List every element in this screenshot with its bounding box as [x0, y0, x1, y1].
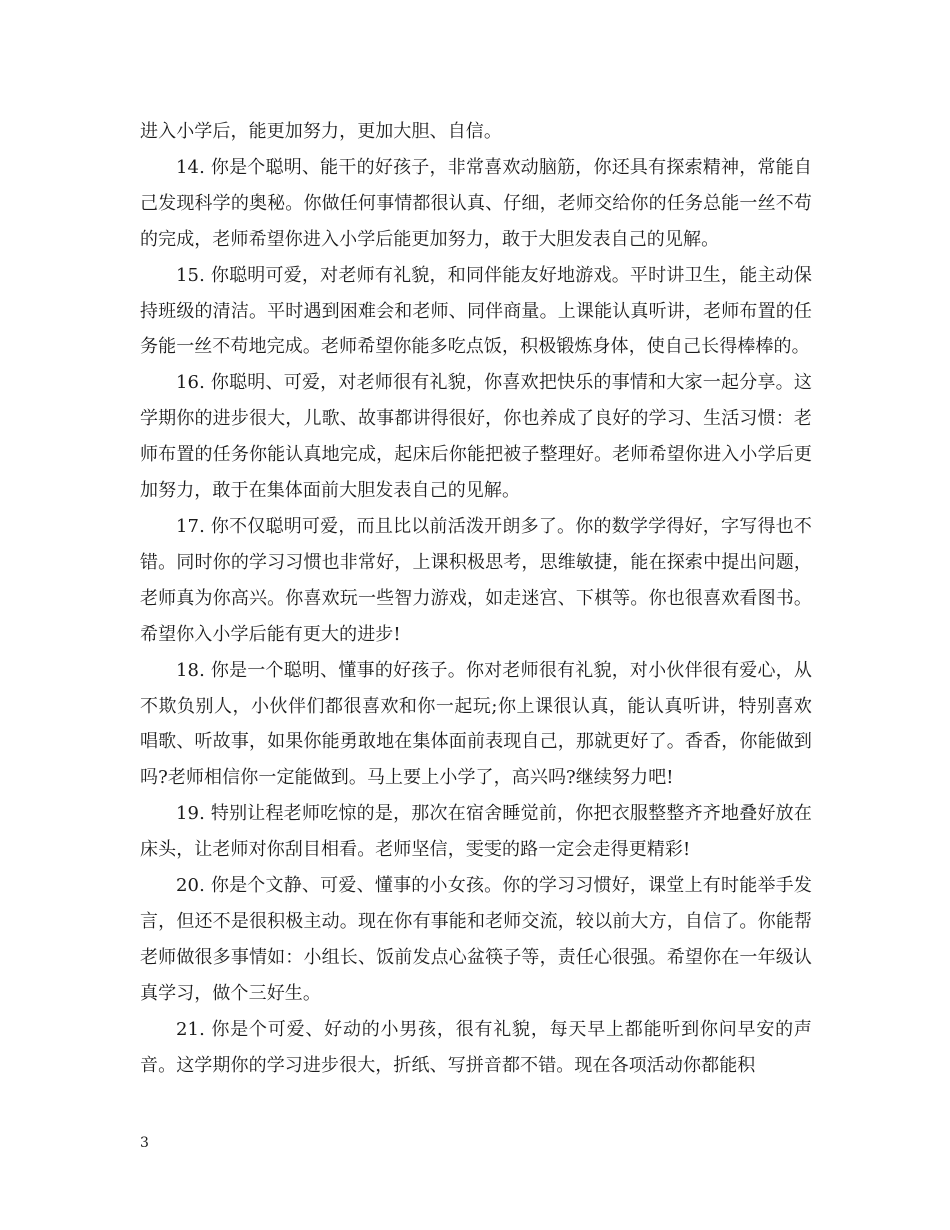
paragraph-18: 18. 你是一个聪明、懂事的好孩子。你对老师很有礼貌，对小伙伴很有爱心，从不欺负别人，小伙伴们都很喜欢和你一起玩;你上课很认真，能认真听讲，特别喜欢唱歌、听故事，如果你能勇敢地在集体面前表现自己，那就更好了。香香，你能做到吗?老师相信你一定能做到。马上要上小学了，高兴吗?继续努力吧!: [140, 659, 812, 789]
page-number: 3: [140, 1135, 149, 1151]
paragraph-17: 17. 你不仅聪明可爱，而且比以前活泼开朗多了。你的数学学得好，字写得也不错。同时你的学习习惯也非常好，上课积极思考，思维敏捷，能在探索中提出问题，老师真为你高兴。你喜欢玩一些智力游戏，如走迷宫、下棋等。你也很喜欢看图书。希望你入小学后能有更大的进步!: [140, 515, 812, 645]
document-body: [140, 114, 812, 1083]
paragraph-20: 20. 你是个文静、可爱、懂事的小女孩。你的学习习惯好，课堂上有时能举手发言，但还不是很积极主动。现在你有事能和老师交流，较以前大方，自信了。你能帮老师做很多事情如：小组长、饭前发点心盆筷子等，责任心很强。希望你在一年级认真学习，做个三好生。: [140, 875, 812, 1004]
paragraph-continuation: 进入小学后，能更加努力，更加大胆、自信。: [140, 121, 502, 142]
paragraph-15: 15. 你聪明可爱，对老师有礼貌，和同伴能友好地游戏。平时讲卫生，能主动保持班级的清洁。平时遇到困难会和老师、同伴商量。上课能认真听讲，老师布置的任务能一丝不苟地完成。老师希望你能多吃点饭，积极锻炼身体，使自己长得棒棒的。: [140, 264, 812, 358]
paragraph-14: 14. 你是个聪明、能干的好孩子，非常喜欢动脑筋，你还具有探索精神，常能自己发现科学的奥秘。你做任何事情都很认真、仔细，老师交给你的任务总能一丝不苟的完成，老师希望你进入小学后能更加努力，敢于大胆发表自己的见解。: [140, 156, 812, 250]
paragraph-21: 21. 你是个可爱、好动的小男孩，很有礼貌，每天早上都能听到你问早安的声音。这学期你的学习进步很大，折纸、写拼音都不错。现在各项活动你都能积: [140, 1018, 812, 1076]
paragraph-19: 19. 特别让程老师吃惊的是，那次在宿舍睡觉前，你把衣服整整齐齐地叠好放在床头，让老师对你刮目相看。老师坚信，雯雯的路一定会走得更精彩!: [140, 803, 812, 861]
paragraph-16: 16. 你聪明、可爱，对老师很有礼貌，你喜欢把快乐的事情和大家一起分享。这学期你的进步很大，儿歌、故事都讲得很好，你也养成了良好的学习、生活习惯：老师布置的任务你能认真地完成，起床后你能把被子整理好。老师希望你进入小学后更加努力，敢于在集体面前大胆发表自己的见解。: [140, 372, 812, 502]
